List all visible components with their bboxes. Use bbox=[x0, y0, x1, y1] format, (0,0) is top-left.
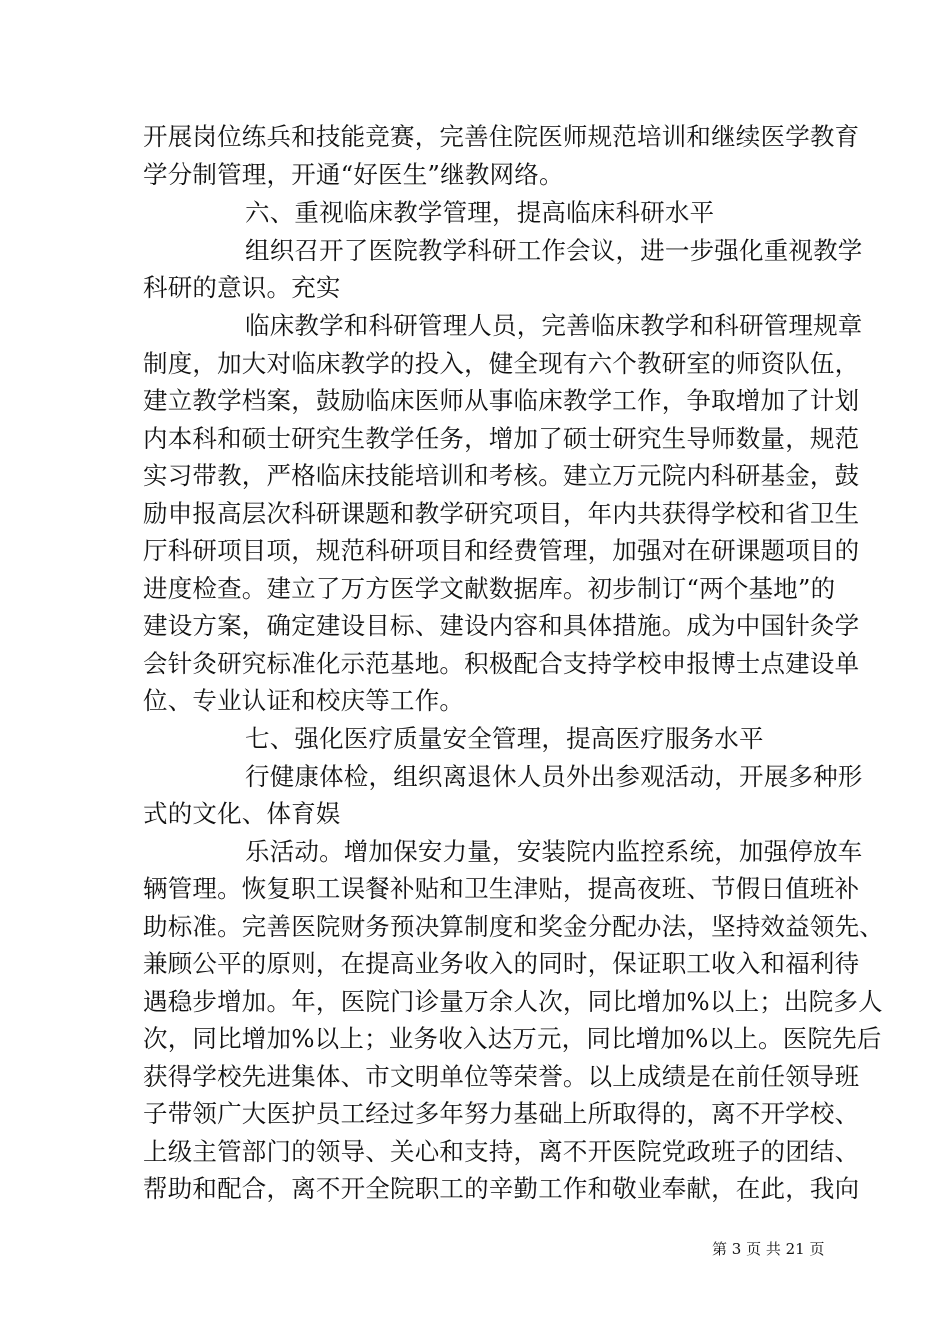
body-text-line: 子带领广大医护员工经过多年努力基础上所取得的，离不开学校、 bbox=[143, 1099, 860, 1128]
body-text-line: 次，同比增加%以上；业务收入达万元，同比增加%以上。医院先后 bbox=[143, 1024, 882, 1053]
body-text-line: 遇稳步增加。年，医院门诊量万余人次，同比增加%以上；出院多人 bbox=[143, 987, 883, 1016]
body-text-line: 建设方案，确定建设目标、建设内容和具体措施。成为中国针灸学 bbox=[143, 611, 860, 640]
body-text-line: 会针灸研究标准化示范基地。积极配合支持学校申报博士点建设单 bbox=[143, 649, 860, 678]
body-text-line: 位、专业认证和校庆等工作。 bbox=[143, 686, 465, 715]
body-text-line: 行健康体检，组织离退休人员外出参观活动，开展多种形 bbox=[245, 762, 863, 791]
body-text-line: 帮助和配合，离不开全院职工的辛勤工作和敬业奉献，在此，我向 bbox=[143, 1174, 860, 1203]
body-text-line: 学分制管理，开通“好医生”继教网络。 bbox=[143, 160, 564, 189]
body-text-line: 励申报高层次科研课题和教学研究项目，年内共获得学校和省卫生 bbox=[143, 499, 860, 528]
body-text-line: 乐活动。增加保安力量，安装院内监控系统，加强停放车 bbox=[245, 837, 863, 866]
body-text-line: 内本科和硕士研究生教学任务，增加了硕士研究生导师数量，规范 bbox=[143, 424, 860, 453]
body-text-line: 建立教学档案，鼓励临床医师从事临床教学工作，争取增加了计划 bbox=[143, 386, 860, 415]
body-text-line: 制度，加大对临床教学的投入，健全现有六个教研室的师资队伍， bbox=[143, 349, 860, 378]
body-text-line: 开展岗位练兵和技能竞赛，完善住院医师规范培训和继续医学教育 bbox=[143, 122, 860, 151]
body-text-line: 获得学校先进集体、市文明单位等荣誉。以上成绩是在前任领导班 bbox=[143, 1062, 860, 1091]
body-text-line: 进度检查。建立了万方医学文献数据库。初步制订“两个基地”的 bbox=[143, 574, 836, 603]
body-text-line: 厅科研项目项，规范科研项目和经费管理，加强对在研课题项目的 bbox=[143, 536, 860, 565]
body-text-line: 式的文化、体育娱 bbox=[143, 799, 341, 828]
body-text-line: 组织召开了医院教学科研工作会议，进一步强化重视教学 bbox=[245, 236, 863, 265]
body-text-line: 兼顾公平的原则，在提高业务收入的同时，保证职工收入和福利待 bbox=[143, 949, 860, 978]
body-text-line: 辆管理。恢复职工误餐补贴和卫生津贴，提高夜班、节假日值班补 bbox=[143, 874, 860, 903]
body-text-line: 科研的意识。充实 bbox=[143, 273, 341, 302]
section-heading: 六、重视临床教学管理，提高临床科研水平 bbox=[245, 198, 715, 227]
body-text-line: 实习带教，严格临床技能培训和考核。建立万元院内科研基金，鼓 bbox=[143, 461, 860, 490]
page-number: 第 3 页 共 21 页 bbox=[712, 1240, 825, 1258]
section-heading: 七、强化医疗质量安全管理，提高医疗服务水平 bbox=[245, 724, 764, 753]
body-text-line: 上级主管部门的领导、关心和支持，离不开医院党政班子的团结、 bbox=[143, 1137, 860, 1166]
body-text-line: 临床教学和科研管理人员，完善临床教学和科研管理规章 bbox=[245, 311, 863, 340]
body-text-line: 助标准。完善医院财务预决算制度和奖金分配办法，坚持效益领先、 bbox=[143, 912, 884, 941]
